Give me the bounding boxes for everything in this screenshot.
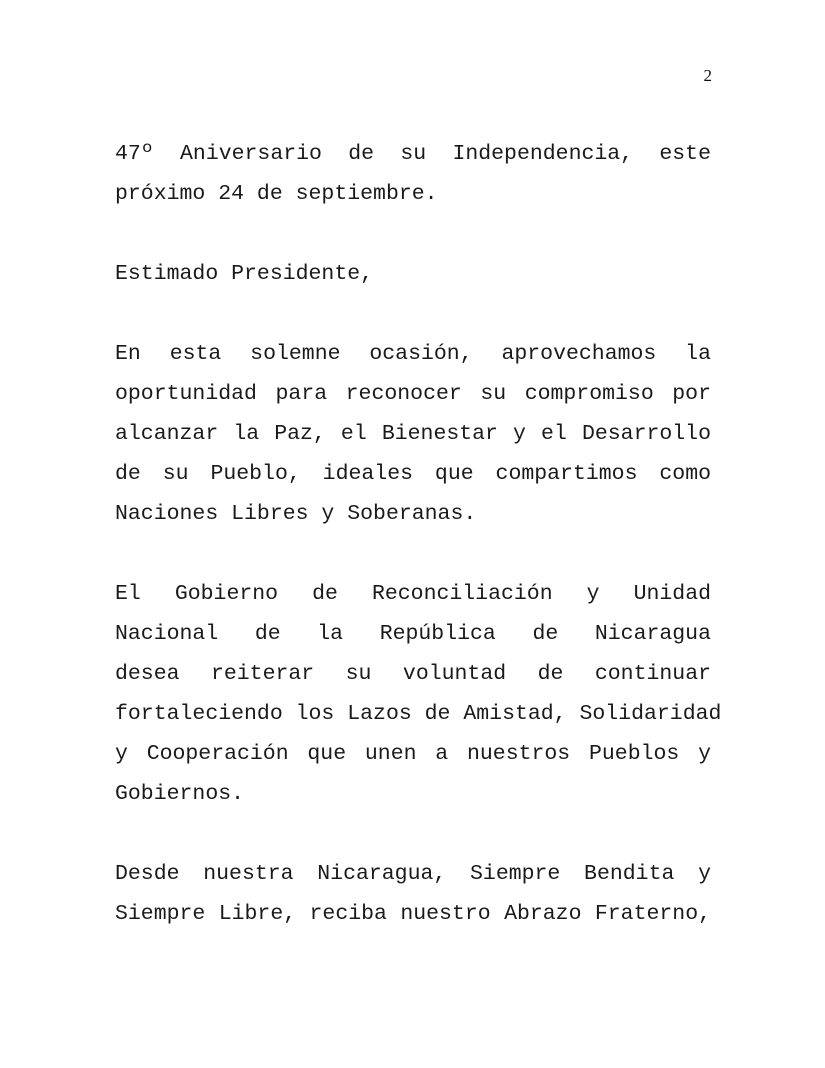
text-line: Naciones Libres y Soberanas. — [115, 502, 477, 526]
text-line: Nacional de la República de Nicaragua — [115, 622, 711, 646]
text-line: En esta solemne ocasión, aprovechamos la — [115, 342, 711, 366]
text-line: desea reiterar su voluntad de continuar — [115, 662, 711, 686]
text-line: Estimado Presidente, — [115, 262, 374, 286]
text-line: próximo 24 de septiembre. — [115, 182, 438, 206]
text-line: 47º Aniversario de su Independencia, este — [115, 142, 711, 166]
paragraph-anniversary — [115, 134, 711, 214]
text-line: fortaleciendo los Lazos de Amistad, Solidaridad — [115, 702, 722, 726]
paragraph-salutation — [115, 254, 711, 294]
paragraph-government — [115, 574, 722, 814]
text-line: oportunidad para reconocer su compromiso por — [115, 382, 711, 406]
text-line: Siempre Libre, reciba nuestro Abrazo Fraterno, — [115, 902, 711, 926]
page-number: 2 — [703, 66, 712, 85]
paragraph-recognition — [115, 334, 711, 534]
text-line: y Cooperación que unen a nuestros Pueblos y — [115, 742, 711, 766]
text-line: Desde nuestra Nicaragua, Siempre Bendita y — [115, 862, 711, 886]
text-line: Gobiernos. — [115, 782, 245, 806]
text-line: alcanzar la Paz, el Bienestar y el Desarrollo — [115, 422, 711, 446]
text-line: de su Pueblo, ideales que compartimos como — [115, 462, 711, 486]
letter-body — [115, 134, 722, 974]
text-line: El Gobierno de Reconciliación y Unidad — [115, 582, 711, 606]
paragraph-closing — [115, 854, 711, 934]
